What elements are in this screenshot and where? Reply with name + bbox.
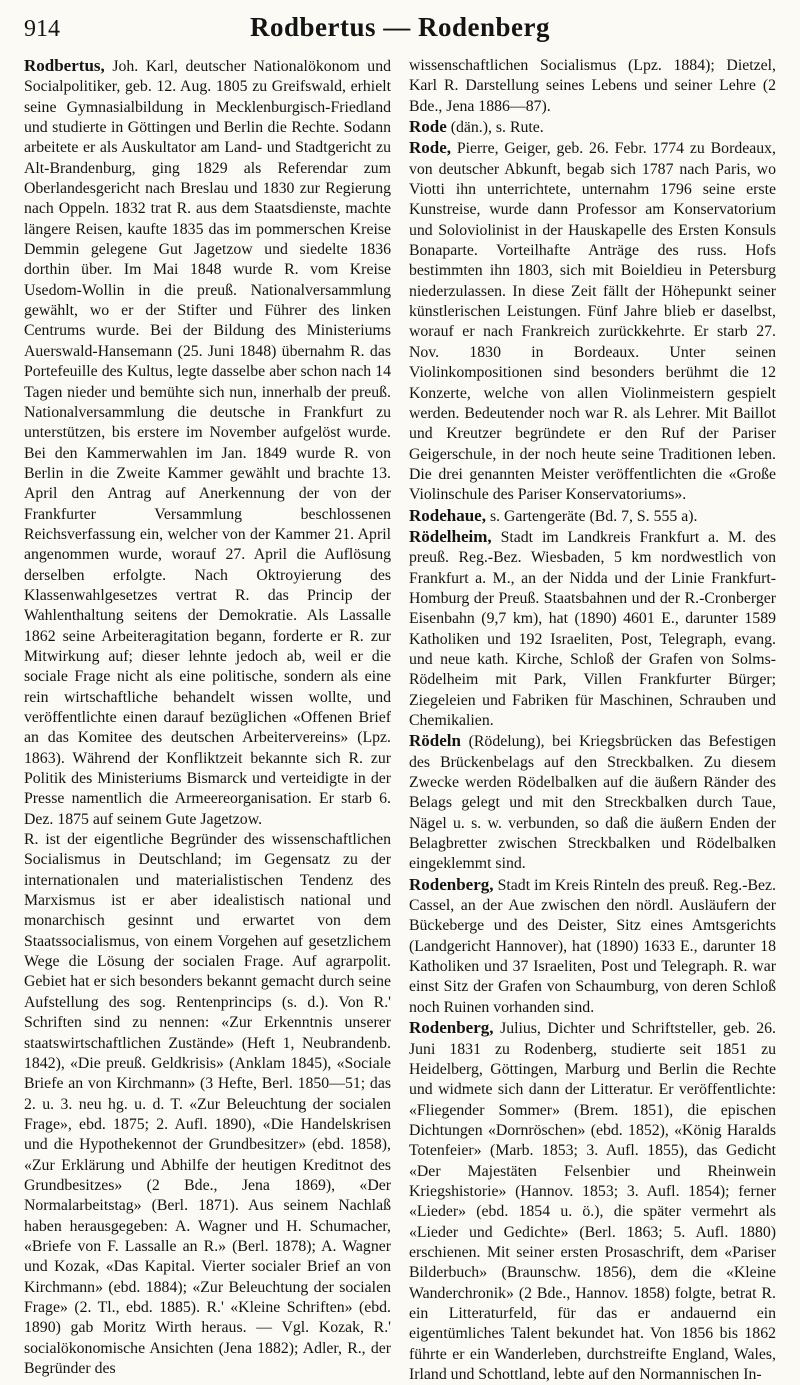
- entry-rode-dan: [409, 117, 776, 138]
- two-column-body: [24, 56, 777, 1383]
- headword: Rodbertus,: [24, 56, 105, 75]
- entry-rodbertus-paragraph-2: [24, 830, 391, 1379]
- headword: Rode: [409, 117, 447, 137]
- entry-text: Stadt im Kreis Rinteln des preuß. Reg.-Bez. Cassel, an der Aue zwischen den nördl. Ausläufern der Bückeberge und des Deister, Sitz eines Amtsgerichts (Landgericht Hannover), hat (1890) 1633 E., darunter 18 Katholiken und 37 Israeliten, Post und Telegraph. R. war einst Sitz der Grafen von Schaumburg, von deren Schloß noch Ruinen vorhanden sind.: [409, 876, 777, 1016]
- headword: Rödelheim,: [409, 526, 492, 546]
- entry-text: (dän.), s. Rute.: [450, 119, 544, 137]
- headword: Rödeln: [409, 731, 461, 751]
- entry-text: s. Gartengeräte (Bd. 7, S. 555 a).: [489, 507, 698, 525]
- entry-text: Julius, Dichter und Schriftsteller, geb. 26. Juni 1831 zu Rodenberg, studierte seit 1851 zu Heidelberg, Göttingen, Marburg und Berlin die Rechte und widmete sich dann der Litteratur. Er veröffentlichte: «Fliegender Sommer» (Brem. 1851), die epischen Dichtungen «Dornröschen» (ebd. 1852), «König Haralds Totenfeier» (Marb. 1853; 3. Aufl. 1855), das Gedicht «Der Majestäten Felsenbier und Rheinwein Kriegshistorie» (Hannov. 1853; 3. Aufl. 1854); ferner «Lieder» (ebd. 1854 u. ö.), die später vermehrt als «Lieder und Gedichte» (Berl. 1863; 5. Aufl. 1880) erschienen. Mit seiner ersten Prosaschrift, dem «Pariser Bilderbuch» (Braunschw. 1856), dem die «Kleine Wanderchronik» (2 Bde., Hannov. 1858) folgte, betrat R. ein Litteraturfeld, für das er andauernd ein eigentümliches Talent bekundet hat. Von 1856 bis 1862 führte er ein Wanderleben, durchstreifte England, Wales, Irland und Schottland, lebte auf den Normannischen In-: [409, 1020, 776, 1383]
- headword: Rodehaue,: [409, 505, 486, 525]
- headword: Rode,: [409, 138, 452, 158]
- page-number: 914: [24, 16, 60, 42]
- entry-rodehaue: [409, 506, 776, 527]
- entry-text: R. ist der eigentliche Begründer des wissenschaftlichen Socialismus in Deutschland; im Gegensatz zu der internationalen und materialistischen Tendenz des Marxismus ist er aber idealistisch national und monarchisch gesinnt und erwartet von dem Staatssocialismus, von einem Vorgehen auf gesetzlichem Wege die Lösung der socialen Frage. Auf agrarpolit. Gebiet hat er sich besonders bekannt gemacht durch seine Aufstellung des sog. Rentenprincips (s. d.). Von R.' Schriften sind zu nennen: «Zur Erkenntnis unserer staatswirtschaftlichen Zustände» (Heft 1, Neubrandenb. 1842), «Die preuß. Geldkrisis» (Anklam 1845), «Sociale Briefe an von Kirchmann» (3 Hefte, Berl. 1850—51; das 2. u. 3. neu hg. u. d. T. «Zur Beleuchtung der socialen Frage», ebd. 1875; 2. Aufl. 1890), «Die Handelskrisen und die Hypothekennot der Grundbesitzer» (ebd. 1858), «Zur Erklärung und Abhilfe der heutigen Kreditnot des Grundbesitzes» (2 Bde., Jena 1869), «Der Normalarbeitstag» (Berl. 1871). Aus seinem Nachlaß haben herausgegeben: A. Wagner und H. Schumacher, «Briefe von F. Lassalle an R.» (Berl. 1878); A. Wagner und Kozak, «Das Kapital. Vierter socialer Brief an von Kirchmann» (ebd. 1884); «Zur Beleuchtung der socialen Frage» (2. Tl., ebd. 1885). R.' «Kleine Schriften» (ebd. 1890) gab Moritz Wirth heraus. — Vgl. Kozak, R.' socialökonomische Ansichten (Jena 1882); Adler, R., der Begründer des: [24, 831, 391, 1377]
- entry-rodenberg-stadt: [409, 875, 776, 1018]
- entry-roedeln: [409, 731, 776, 874]
- entry-rodbertus: [24, 56, 391, 830]
- entry-text: Stadt im Landkreis Frankfurt a. M. des preuß. Reg.-Bez. Wiesbaden, 5 km nordwestlich von Frankfurt a. M., an der Nidda und der Linie Frankfurt-Homburg der Preuß. Staatsbahnen und der R.-Cronberger Eisenbahn (9,7 km), hat (1890) 4601 E., darunter 1589 Katholiken und 192 Israeliten, Post, Telegraph, evang. und neue kath. Kirche, Schloß der Grafen von Solms-Rödelheim mit Park, Villen Frankfurter Bürger; Ziegeleien und Fabriken für Maschinen, Schrauben und Chemikalien.: [409, 528, 777, 729]
- page-header: [24, 0, 776, 56]
- entry-roedelheim: [409, 527, 776, 731]
- headword: Rodenberg,: [409, 1018, 494, 1038]
- entry-rodenberg-julius: [409, 1018, 776, 1385]
- entry-text: Pierre, Geiger, geb. 26. Febr. 1774 zu Bordeaux, von deutscher Abkunft, begab sich 1787 nach Paris, wo Viotti ihn unterrichtete, unternahm 1796 seine erste Kunstreise, wurde dann Professor am Konservatorium und Soloviolinist in der Hauskapelle des Ersten Konsuls Bonaparte. Vorteilhafte Anträge des russ. Hofs bestimmten ihn 1803, sich mit Boieldieu in Petersburg niederzulassen. In diese Zeit fällt der Höhepunkt seiner künstlerischen Leistungen. Fünf Jahre blieb er daselbst, worauf er nach Frankreich zurückkehrte. Er starb 27. Nov. 1830 in Bordeaux. Unter seinen Violinkompositionen sind besonders berühmt die 12 Konzerte, welche von allen Violinmeistern gespielt werden. Bedeutender noch war R. als Lehrer. Mit Baillot und Kreutzer begründete er den Ruf der Pariser Geigerschule, in der noch heute seine Traditionen leben. Die drei genannten Meister veröffentlichten die «Große Violinschule des Pariser Konservatoriums».: [409, 140, 776, 504]
- entry-text: wissenschaftlichen Socialismus (Lpz. 1884); Dietzel, Karl R. Darstellung seines Lebens und seiner Lehre (2 Bde., Jena 1886—87).: [409, 57, 776, 115]
- entry-text: Joh. Karl, deutscher Nationalökonom und Socialpolitiker, geb. 12. Aug. 1805 zu Greifswald, erhielt seine Gymnasialbildung in Mecklenburgisch-Friedland und studierte in Göttingen und Berlin die Rechte. Sodann arbeitete er als Auskultator am Land- und Stadtgericht zu Alt-Brandenburg, ging 1829 als Referendar zum Oberlandesgericht nach Breslau und 1830 zur Regierung nach Oppeln. 1832 trat R. aus dem Staatsdienste, machte längere Reisen, kaufte 1835 das im pommerschen Kreise Demmin gelegene Gut Jagetzow und siedelte 1836 dorthin über. Im Mai 1848 wurde R. vom Kreise Usedom-Wollin in die preuß. Nationalversammlung gewählt, wo er der Stifter und Führer des linken Centrums wurde. Bei der Bildung des Ministeriums Auerswald-Hansemann (25. Juni 1848) übernahm R. das Portefeuille des Kultus, legte dasselbe aber schon nach 14 Tagen nieder und bemühte sich nun, innerhalb der preuß. Nationalversammlung die deutsche in Frankfurt zu unterstützen, bis erstere im November aufgelöst wurde. Bei den Kammerwahlen im Jan. 1849 wurde R. von Berlin in die Zweite Kammer gewählt und brachte 13. April den Antrag auf Anerkennung der von der Frankfurter Versammlung beschlossenen Reichsverfassung ein, welcher von der Kammer 21. April angenommen wurde, worauf 27. April die Auflösung derselben erfolgte. Nach Oktroyierung des Klassenwahlgesetzes vertrat R. das Princip der Wahlenthaltung seitens der Demokratie. Als Lassalle 1862 seine Arbeiteragitation begann, forderte er R. zur Mitwirkung auf; dieser lehnte jedoch ab, weil er die sociale Frage nicht als eine politische, sondern als eine rein wirtschaftliche behandelt wissen wollte, und veröffentlichte einen darauf bezüglichen «Offenen Brief an das Komitee des deutschen Arbeitervereins» (Lpz. 1863). Während der Konfliktzeit bekannte sich R. zur Politik des Ministeriums Bismarck und verteidigte in der Presse namentlich die Armeereorganisation. Er starb 6. Dez. 1875 auf seinem Gute Jagetzow.: [24, 58, 392, 828]
- headword: Rodenberg,: [409, 874, 494, 894]
- entry-rodbertus-continued: [409, 56, 776, 117]
- left-column: [24, 56, 392, 1377]
- running-title: Rodbertus — Rodenberg: [249, 12, 550, 42]
- entry-text: (Rödelung), bei Kriegsbrücken das Befestigen des Brückenbelags auf den Streckbalken. Zu diesem Zwecke werden Rödelbalken auf die äußern Ränder des Belags gelegt und mit den Streckbalken durch Taue, Nägel u. s. w. verbunden, so daß die äußern Enden der Belagbretter zwischen Streckbalken und Rödelbalken eingeklemmt sind.: [409, 733, 776, 873]
- entry-rode-pierre: [409, 138, 776, 505]
- right-column: [409, 56, 777, 1383]
